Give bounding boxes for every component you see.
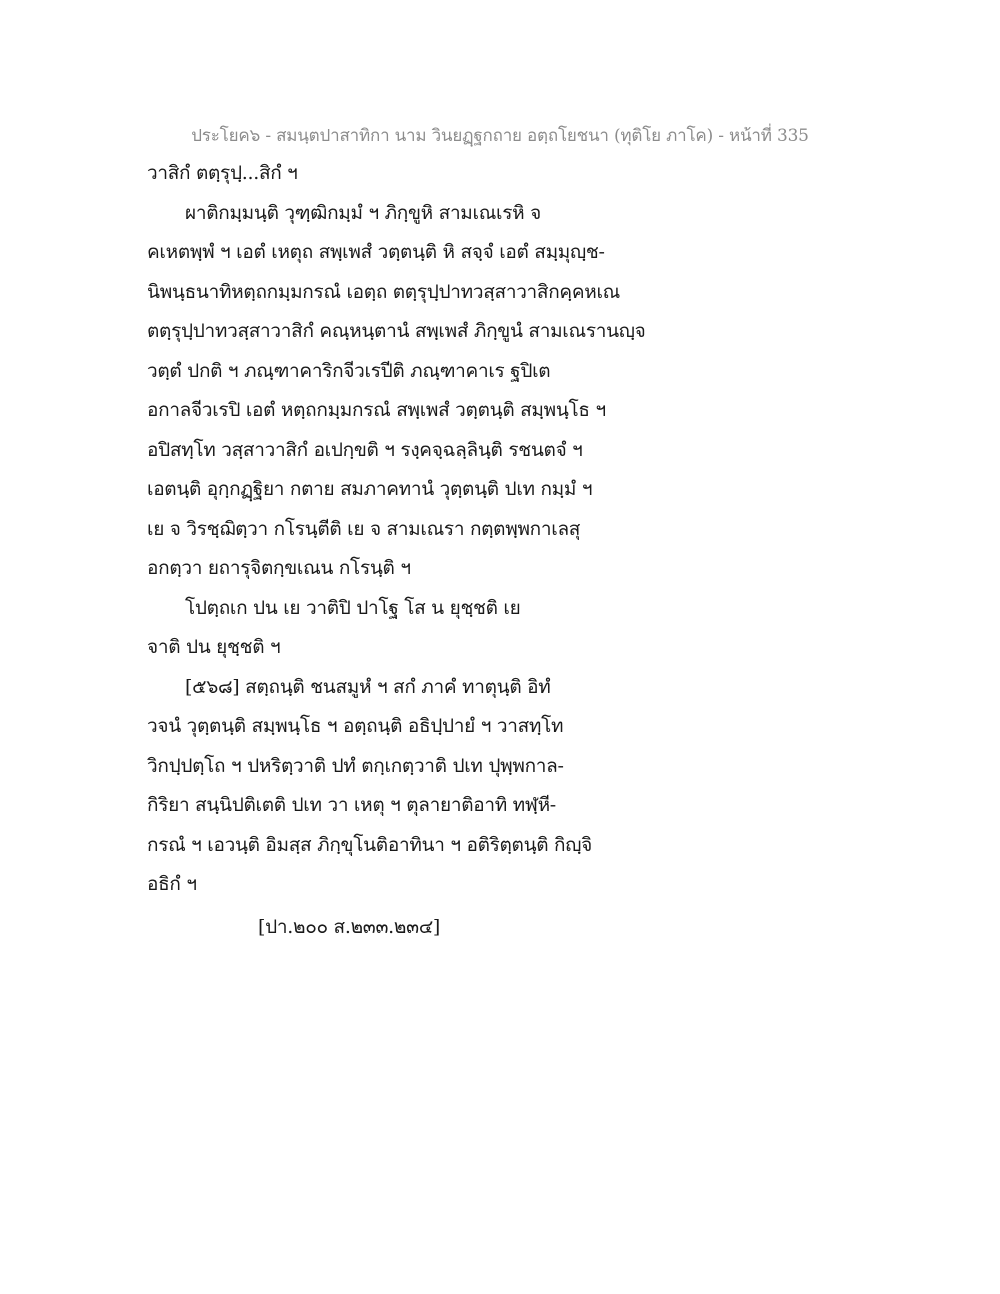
body-line-6: วตฺตํ ปกติ ฯ ภณฺฑาคาริกจีวเรปีติ ภณฺฑาคาเร ฐปิเต xyxy=(147,360,551,382)
body-line-10: เย จ วิรชฺฌิตฺวา กโรนฺตีติ เย จ สามเณรา กตฺตพฺพกาเลสุ xyxy=(147,518,581,540)
body-line-7: อกาลจีวเรปิ เอตํ หตฺถกมฺมกรณํ สพฺเพสํ วตฺตนฺติ สมฺพนฺโธ ฯ xyxy=(147,399,606,421)
body-line-1: วาสิกํ ตตฺรุปฺ...สิกํ ฯ xyxy=(147,162,298,184)
body-line-15: วจนํ วุตฺตนฺติ สมฺพนฺโธ ฯ อตฺถนฺติ อธิปฺปายํ ฯ วาสทฺโท xyxy=(147,715,564,737)
body-line-13: จาติ ปน ยุชฺชติ ฯ xyxy=(147,636,281,658)
body-line-17: กิริยา สนฺนิปติเตติ ปเท วา เหตุ ฯ ตุลายาติอาทิ ทฬฺหี- xyxy=(147,794,556,816)
body-line-16: วิกปฺปตฺโถ ฯ ปหริตฺวาติ ปทํ ตกฺเกตฺวาติ ปเท ปุพฺพกาล- xyxy=(147,755,564,777)
page-reference: [ปา.๒๐๐ ส.๒๓๓.๒๓๔] xyxy=(258,916,441,938)
body-line-5: ตตฺรุปฺปาทวสฺสาวาสิกํ คณฺหนฺตานํ สพฺเพสํ ภิกฺขูนํ สามเณรานญฺจ xyxy=(147,320,646,342)
body-line-2: ผาติกมฺมนฺติ วุฑฺฒิกมฺมํ ฯ ภิกฺขูหิ สามเณเรหิ จ xyxy=(185,202,541,224)
body-line-4: นิพนฺธนาทิหตฺถกมฺมกรณํ เอตฺถ ตตฺรุปฺปาทวสฺสาวาสิกคฺคหเณ xyxy=(147,281,620,303)
page-header: ประโยค๖ - สมนฺตปาสาทิกา นาม วินยฏฺฐกถาย อตฺถโยชนา (ทุติโย ภาโค) - หน้าที่ 335 xyxy=(191,126,809,146)
body-line-14: [๕๖๘] สตฺถนฺติ ชนสมูหํ ฯ สกํ ภาคํ ทาตุนฺติ อิทํ xyxy=(185,676,551,698)
body-line-8: อปิสทฺโท วสฺสาวาสิกํ อเปกฺขติ ฯ รงฺคจฺฉลฺลินฺติ รชนตจํ ฯ xyxy=(147,439,583,461)
body-line-11: อกตฺวา ยถารุจิตกฺขเณน กโรนฺติ ฯ xyxy=(147,557,411,579)
body-line-19: อธิกํ ฯ xyxy=(147,873,197,895)
body-line-12: โปตฺถเก ปน เย วาติปิ ปาโฐ โส น ยุชฺชติ เย xyxy=(185,597,521,619)
body-line-3: คเหตพฺพํ ฯ เอตํ เหตุถ สพฺเพสํ วตฺตนฺติ หิ สจฺจํ เอตํ สมฺมุญฺช- xyxy=(147,241,605,263)
body-line-9: เอตนฺติ อุกฺกฏฺฐิยา กตาย สมภาคทานํ วุตฺตนฺติ ปเท กมฺมํ ฯ xyxy=(147,478,593,500)
body-line-18: กรณํ ฯ เอวนฺติ อิมสฺส ภิกฺขุโนติอาทินา ฯ อติริตฺตนฺติ กิญฺจิ xyxy=(147,834,592,856)
